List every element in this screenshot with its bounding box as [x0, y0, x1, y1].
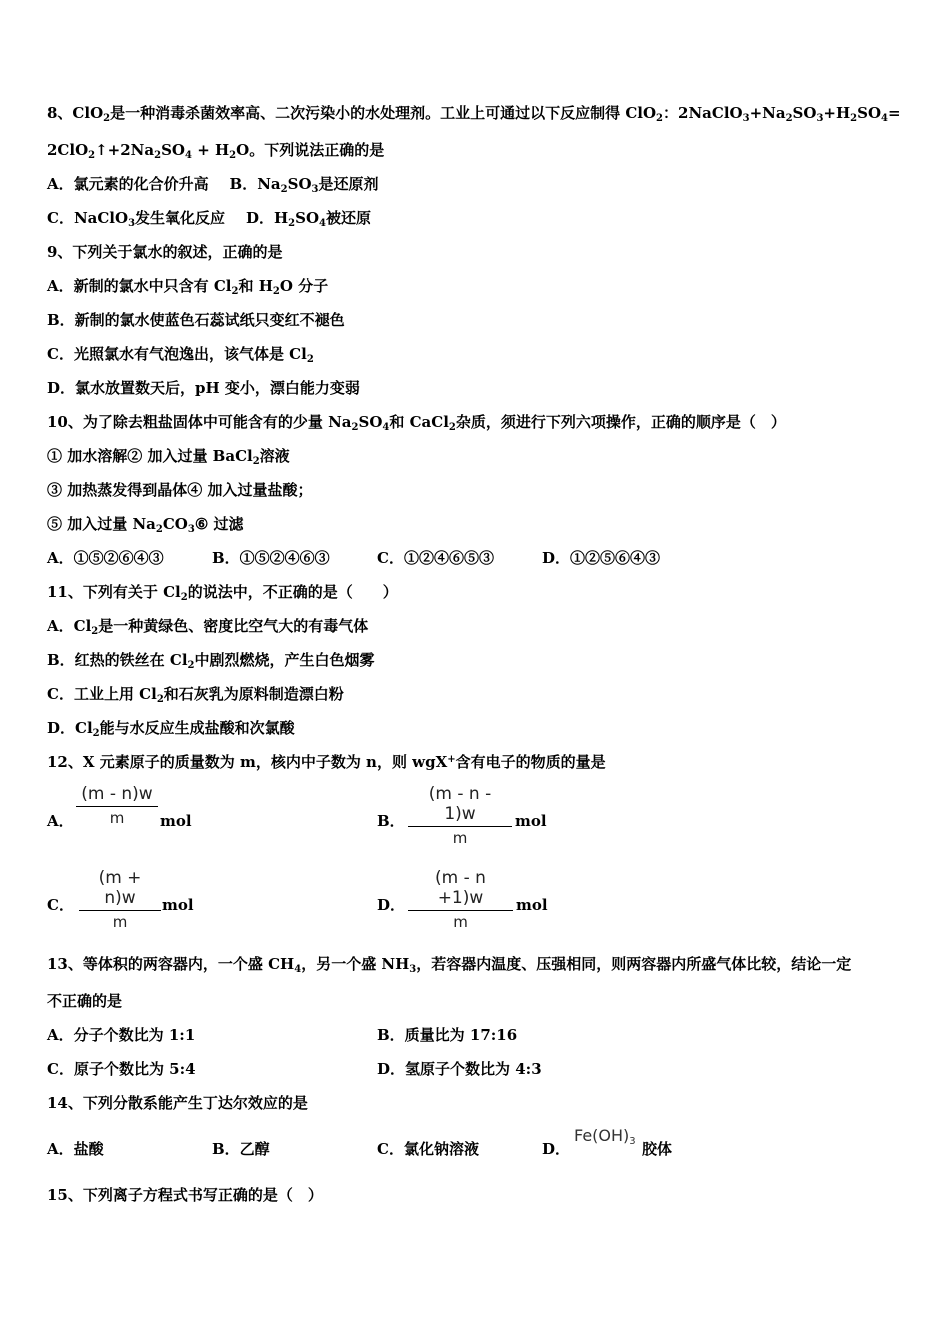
q10-stem: 10、为了除去粗盐固体中可能含有的少量 $Na_2SO_4$和 CaCl$_2$杂质，须进行下列六项操作，正确的顺序是（ ）: [47, 413, 786, 433]
q10-steps-1: ① 加水溶解② 加入过量 BaCl$_2$溶液: [47, 447, 290, 467]
q12-option-b-label: B．: [377, 812, 405, 830]
q9-option-d: D．氯水放置数天后，pH 变小，漂白能力变弱: [47, 379, 360, 397]
q10-option-d: D．①②⑤⑥④③: [542, 549, 661, 567]
q14-option-d-text: 胶体: [642, 1140, 673, 1158]
q12-option-b-unit: mol: [515, 812, 547, 830]
fraction-bar: [408, 826, 512, 827]
q12-option-c-numerator: (m + n)w: [98, 868, 142, 908]
q8-option-d: D．$H_2SO_4$被还原: [245, 209, 371, 229]
q10-option-b: B．①⑤②④⑥③: [212, 549, 330, 567]
q9-option-c: C．光照氯水有气泡逸出，该气体是 $Cl_2$: [47, 345, 314, 365]
q8-equation: $2ClO_2↑+2Na_2SO_4 + H_2O$。下列说法正确的是: [47, 141, 385, 161]
q13-option-d: D．氢原子个数比为 4:3: [377, 1060, 542, 1078]
q12-option-a-denominator: m: [109, 809, 125, 827]
q8-option-a: A．氯元素的化合价升高: [47, 175, 209, 193]
q10-steps-3: ⑤ 加入过量 $Na_2CO_3⑥$ 过滤: [47, 515, 244, 535]
q14-option-a: A．盐酸: [47, 1140, 104, 1158]
q12-option-a-numerator: (m - n)w: [81, 784, 153, 804]
q8-option-c: C．NaClO$_3$发生氧化反应: [47, 209, 226, 229]
q13-option-c: C．原子个数比为 5:4: [47, 1060, 196, 1078]
q11-option-b: B．红热的铁丝在 $Cl_2$中剧烈燃烧，产生白色烟雾: [47, 651, 375, 671]
q12-option-d-numerator: (m - n +1)w: [435, 868, 486, 908]
q10-option-c: C．①②④⑥⑤③: [377, 549, 494, 567]
q8-options-cd: [47, 208, 371, 228]
q11-option-c: C．工业上用 $Cl_2$和石灰乳为原料制造漂白粉: [47, 685, 344, 705]
q12-option-c-fraction: [79, 868, 161, 931]
q12-option-d-label: D．: [377, 896, 406, 914]
q15-stem: 15、下列离子方程式书写正确的是（ ）: [47, 1186, 323, 1204]
q11-option-a: A．$Cl_2$是一种黄绿色、密度比空气大的有毒气体: [47, 617, 369, 637]
q12-option-b-denominator: m: [452, 829, 468, 847]
q14-stem: 14、下列分散系能产生丁达尔效应的是: [47, 1094, 308, 1112]
q12-option-d-denominator: m: [453, 913, 468, 931]
q9-option-b: B．新制的氯水使蓝色石蕊试纸只变红不褪色: [47, 311, 345, 329]
q12-option-b-numerator: (m - n - 1)w: [428, 784, 492, 824]
q13-stem-cont: 不正确的是: [47, 992, 123, 1010]
q12-option-c-denominator: m: [112, 913, 128, 931]
q12-option-b-fraction: [408, 784, 512, 847]
q12-option-d-fraction: [408, 868, 513, 931]
q8-options-ab: [47, 174, 379, 194]
q10-steps-2: ③ 加热蒸发得到晶体④ 加入过量盐酸；: [47, 481, 313, 499]
q13-option-a: A．分子个数比为 1:1: [47, 1026, 196, 1044]
q14-option-c: C．氯化钠溶液: [377, 1140, 479, 1158]
q14-option-b: B．乙醇: [212, 1140, 270, 1158]
q14-option-d-label: D．: [542, 1140, 571, 1158]
q12-option-d-unit: mol: [516, 896, 548, 914]
q12-option-c-unit: mol: [162, 896, 194, 914]
q13-option-b: B．质量比为 17:16: [377, 1026, 518, 1044]
q13-stem: 13、等体积的两容器内，一个盛 $CH_4$，另一个盛 $NH_3$，若容器内温度、压强相同，则两容器内所盛气体比较，结论一定: [47, 955, 852, 975]
q9-option-a: A．新制的氯水中只含有 $Cl_2$和 $H_2O$ 分子: [47, 277, 329, 297]
q11-option-d: D．$Cl_2$能与水反应生成盐酸和次氯酸: [47, 719, 295, 739]
fraction-bar: [408, 910, 513, 911]
q12-option-a-label: A．: [47, 812, 74, 830]
fraction-bar: [79, 910, 161, 911]
q8-stem: 8、ClO$_2$是一种消毒杀菌效率高、二次污染小的水处理剂。工业上可通过以下反应制得 ClO$_2$：$2NaClO_3+Na_2SO_3+H_2SO_4=$: [47, 104, 901, 124]
fraction-bar: [76, 806, 158, 807]
q9-stem: 9、下列关于氯水的叙述，正确的是: [47, 243, 283, 261]
q12-option-a-fraction: [76, 784, 158, 827]
q12-stem: 12、X 元素原子的质量数为 m，核内中子数为 n，则 wgX+含有电子的物质的量是: [47, 753, 606, 771]
q14-option-d-formula: $Fe(OH)_3$: [574, 1126, 636, 1147]
q11-stem: 11、下列有关于 $Cl_2$的说法中，不正确的是（ ）: [47, 583, 398, 603]
q8-option-b: B．$Na_2SO_3$是还原剂: [229, 175, 379, 195]
q12-option-c-label: C．: [47, 896, 74, 914]
q12-option-a-unit: mol: [160, 812, 192, 830]
q10-option-a: A．①⑤②⑥④③: [47, 549, 164, 567]
